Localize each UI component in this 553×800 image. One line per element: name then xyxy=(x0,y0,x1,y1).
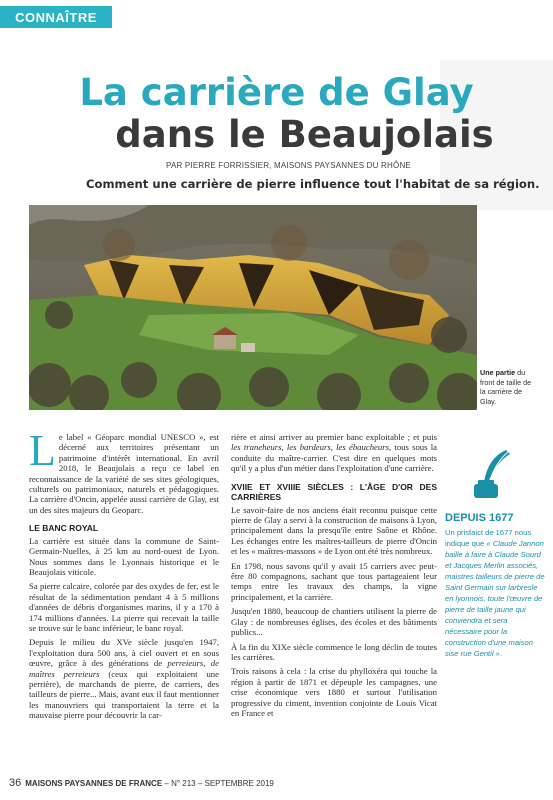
intro-text: e label « Géoparc mondial UNESCO », est décerné aux territoires présentant un patrimoine d'intérêt international. En avril 2018, le Beaujolais a reçu ce label en reconnaissance de la variété de ses sites géologiques, culturels ou patrimoniaux, naturels et pédagogiques. La carrière d'Oncin, appelée aussi carrière de Glay, est un des sites majeurs du Geoparc. xyxy=(29,432,219,515)
subhead-age-dor: XVIIE ET XVIIIE SIÈCLES : L'ÂGE D'OR DES CARRIÈRES xyxy=(231,481,437,503)
photo-caption xyxy=(480,368,538,406)
col1-p3-italic: perreieurs, de maîtres perreieurs xyxy=(29,658,219,679)
dek: Comment une carrière de pierre influence tout l'habitat de sa région. xyxy=(86,177,540,191)
sidebar-title: DEPUIS 1677 xyxy=(445,512,514,524)
article-column-1 xyxy=(29,426,219,725)
photo-caption-rest: du front de taille de la carrière de Glay. xyxy=(480,368,532,406)
col1-p3-b: (ceux qui exploitaient une perrière), de marchands de pierre, de carriers, des tailleurs de pierre... Mais, avant eux il faut mentionner les manouvriers qui transportaient la terre et la mauvaise pierre pour découvrir la car- xyxy=(29,668,219,721)
col2-paragraph-1: Le savoir-faire de nos anciens était reconnu puisque cette pierre de Glay a servi à la construction de maisons à Lyon, principalement dans la presqu'île entre Saône et Rhône. Les échanges entre les maîtres-tailleurs de pierre d'Oncin et les « maîtres-massons » de Lyon ont été très nombreux. xyxy=(231,504,437,557)
sidebar-body-a: Un prisfaict de 1677 nous indique que xyxy=(445,528,532,548)
sidebar-body-italic: « Claude Jannon baille à faire à Claude Sourd et Jacques Merlin associés, maistres tailleurs de pierre de Saint Germain sur larbresle en lyonnois, toute l'œuvre de pierre de taille jaune qui conviendra et sera nécessaire pour la construction d'une maison sise rue Gentil xyxy=(445,539,545,658)
byline: PAR PIERRE FORRISSIER, MAISONS PAYSANNES DU RHÔNE xyxy=(166,161,411,170)
article-column-2 xyxy=(231,432,437,722)
page-footer xyxy=(9,777,274,789)
col1-p3-a: Depuis le milieu du XVe siècle jusqu'en 1947, l'exploitation dura 500 ans, à ciel ouvert et en sous œuvre, grâce à des générations de xyxy=(29,637,219,669)
title-line-2: dans le Beaujolais xyxy=(115,113,494,156)
col2-p0-b: tous sous la conduite du maître-carrier. C'est dire en quelques mots qu'il y a plus d'un métier dans l'exploitation d'une carrière. xyxy=(231,442,437,474)
col1-paragraph-3 xyxy=(29,637,219,720)
col2-paragraph-4: À la fin du XIXe siècle commence le long déclin de toutes les carrières. xyxy=(231,641,437,662)
col2-p0-a: rière et ainsi arriver au premier banc exploitable ; et puis xyxy=(231,432,437,442)
dropcap: L xyxy=(29,426,56,475)
col2-paragraph-3: Jusqu'en 1880, beaucoup de chantiers utilisent la pierre de Glay : de nombreuses églises, des écoles et des bâtiments publics... xyxy=(231,606,437,638)
col1-paragraph-2: Sa pierre calcaire, colorée par des oxydes de fer, est le résultat de la sédimentation pendant 4 à 5 millions d'années de débris d'organismes marins, il y a 170 à 174 millions d'années. La pierre qui recevait la taille se trouve sur le banc inférieur, le banc royal. xyxy=(29,581,219,633)
issue-info: – N° 213 – SEPTEMBRE 2019 xyxy=(162,779,274,788)
quill-ink-icon xyxy=(468,448,514,507)
quarry-photo xyxy=(29,205,477,410)
title-line-1: La carrière de Glay xyxy=(79,71,474,114)
sidebar-body-b: ». xyxy=(493,649,502,658)
col2-paragraph-2: En 1798, nous savons qu'il y avait 15 carriers avec peut-être 80 compagnons, sachant que tous partageaient leur temps entre les travaux des champs, la vigne principalement, et la carrière. xyxy=(231,560,437,602)
col1-paragraph-1: La carrière est située dans la commune de Saint-Germain-Nuelles, à 25 km au nord-ouest de Lyon. Nous sommes dans le Lyonnais historique et le Beaujolais viticole. xyxy=(29,535,219,577)
col2-p0-italic: les traneheurs, les bardeurs, les ébaucheurs, xyxy=(231,442,392,453)
photo-caption-bold: Une partie xyxy=(480,368,516,377)
sidebar-box xyxy=(445,512,545,659)
magazine-name: MAISONS PAYSANNES DE FRANCE xyxy=(25,779,163,788)
page-number: 36 xyxy=(9,777,22,789)
col2-paragraph-5: Trois raisons à cela : la crise du phylloxéra qui touche la région à partir de 1871 et dépeuple les campagnes, une crise économique vers 1880 et surtout l'utilisation progressive du ciment, invention conjointe de Louis Vicat en France et xyxy=(231,666,437,718)
sidebar-body xyxy=(445,527,545,659)
section-tag: CONNAÎTRE xyxy=(0,6,112,28)
intro-paragraph xyxy=(29,426,219,515)
col2-paragraph-0 xyxy=(231,432,437,474)
subhead-banc-royal: LE BANC ROYAL xyxy=(29,523,99,534)
